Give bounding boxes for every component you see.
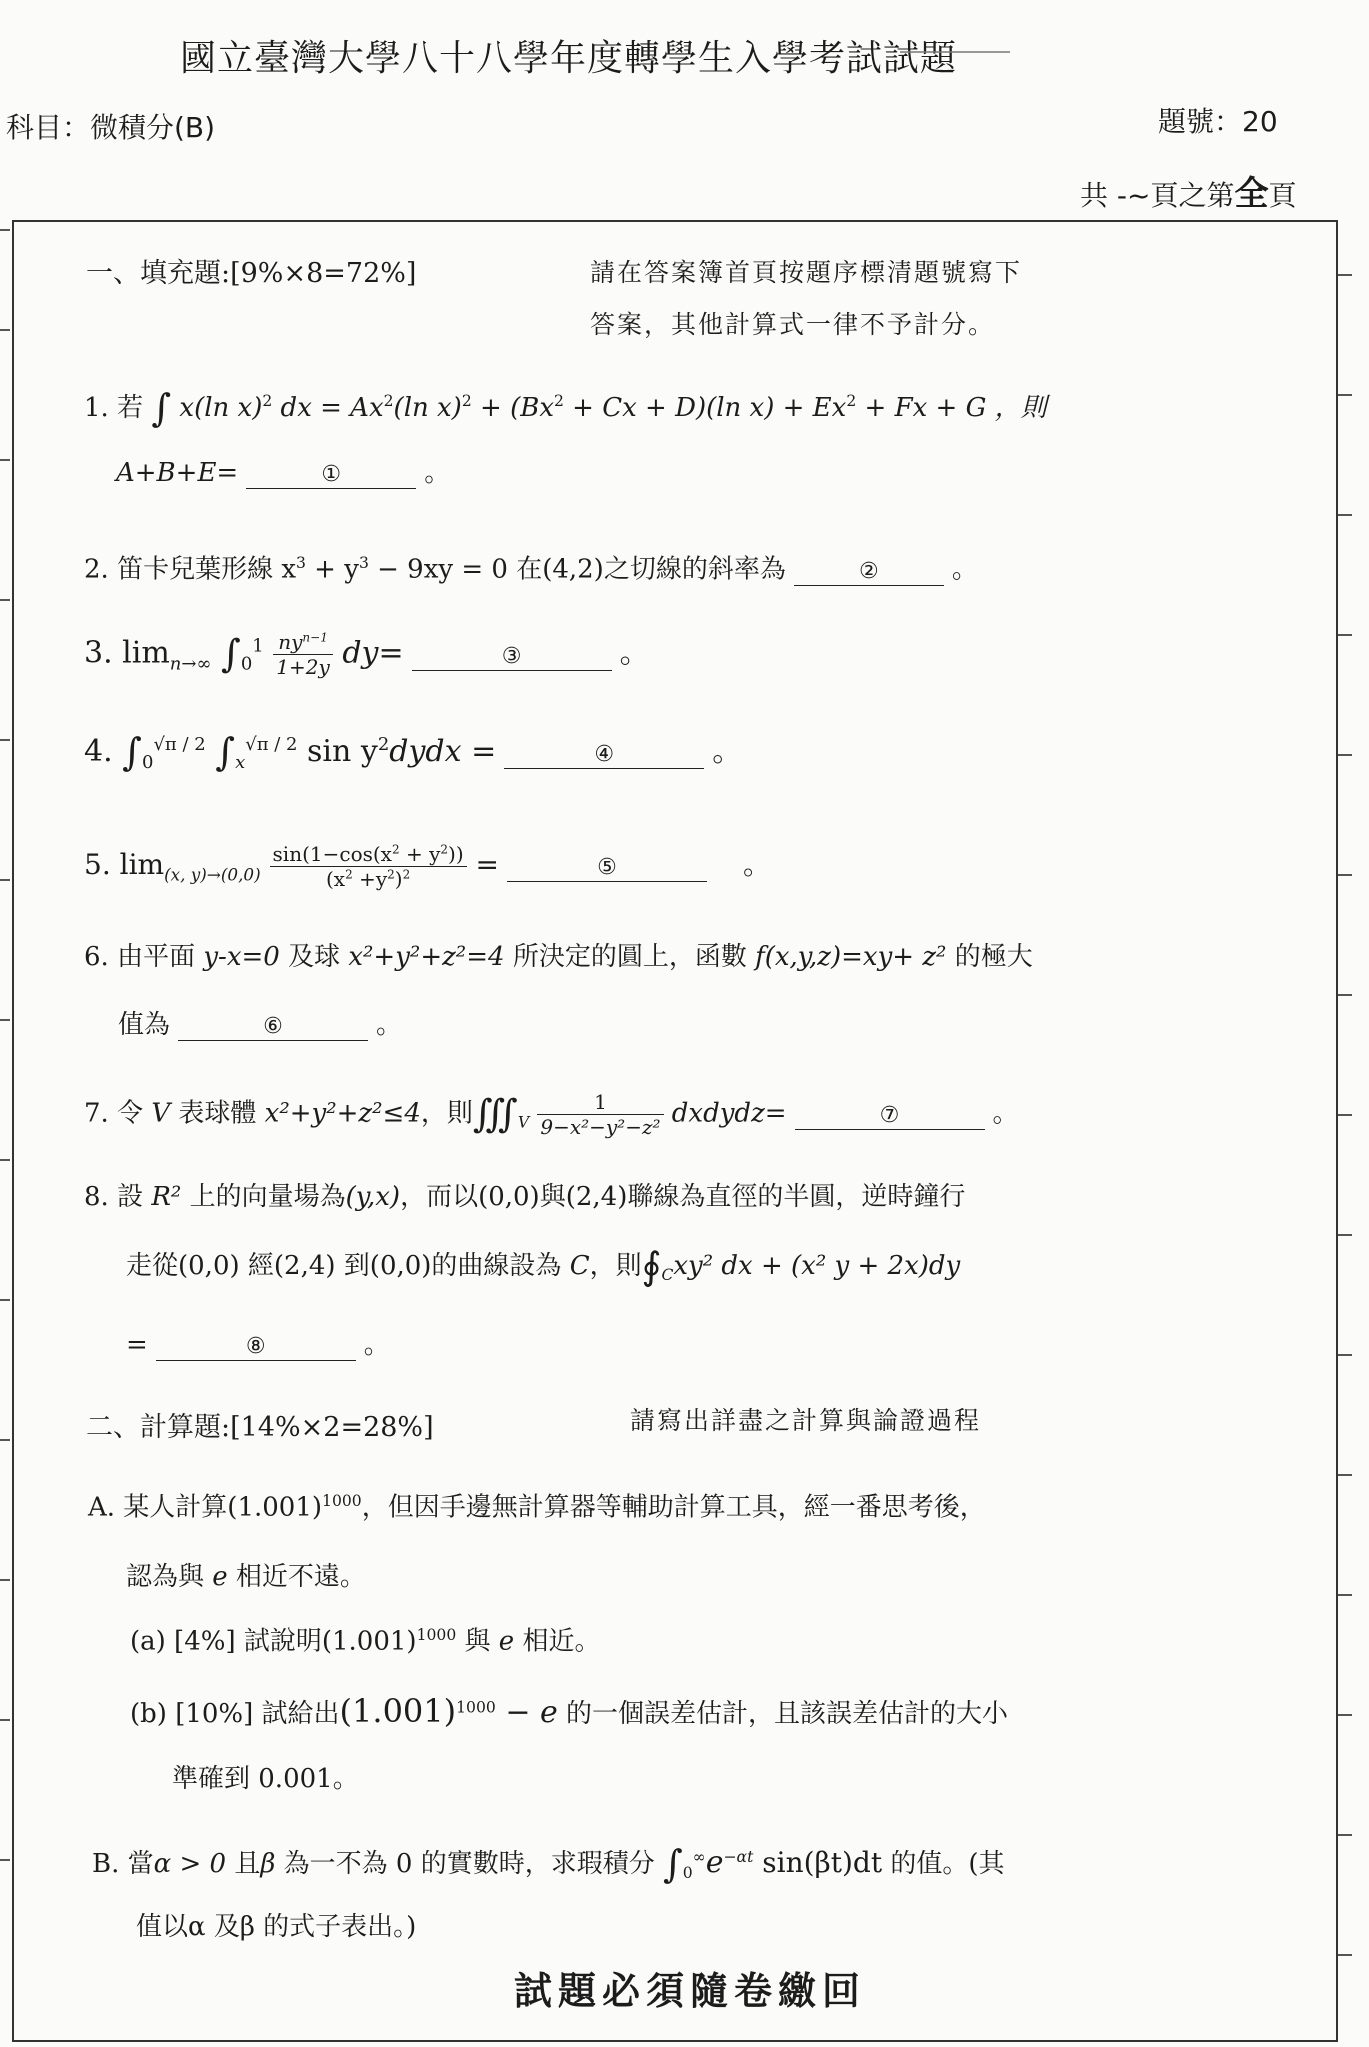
- problem-8-line3: = ⑧ 。: [126, 1330, 390, 1360]
- problem-6-line1: [84, 942, 1033, 973]
- p8-text-c: 上的向量場為: [181, 1182, 346, 1212]
- answer-blank-3: ③: [412, 644, 612, 671]
- p4-tail: sin y: [307, 733, 378, 769]
- qB-integrand-a: e: [705, 1844, 724, 1880]
- p5-lim: 5. lim: [84, 848, 165, 881]
- p1-label: 1. 若: [84, 392, 144, 423]
- question-B-line2: 值以α 及β 的式子表出。): [136, 1912, 417, 1942]
- integral-sign-icon: ∫: [215, 730, 236, 774]
- p2-text-c: − 9xy = 0 在(4,2)之切線的斜率為: [368, 554, 786, 585]
- p5-num-a: sin(1−cos(x: [272, 842, 392, 866]
- p3-lower: 0: [240, 653, 253, 675]
- question-number: 題號：20: [1158, 105, 1278, 138]
- qAb-text-c: − e: [495, 1695, 558, 1730]
- p8-contour: C: [661, 1265, 674, 1284]
- p4-lower-1: 0: [141, 751, 154, 773]
- answer-blank-5: ⑤: [507, 855, 707, 882]
- p1-term-f: + Cx + D)(ln x) + Ex: [563, 392, 847, 423]
- problem-7: 7. 令 V 表球體 x²+y²+z²≤4，則$∭_V$ $\frac{1}{\text{9−x²−y²−z²}}$ dxdydz= ⑦ 。: [84, 1090, 1019, 1139]
- page-count-suffix: 頁: [1268, 179, 1297, 212]
- problem-1-line1: 1. 若 ∫ x(ln x)$^2$ dx = $Ax^2(\ln$ $x)^2 + (Bx^2 + Cx + D)(\ln$ $x) + Ex^2 + Fx + G$ ，則: [84, 386, 1047, 430]
- p4-tail2: dydx =: [389, 733, 497, 769]
- problem-3: 3. $\lim_{n\to\infty} \int_0^1$ $\frac{ny^{n-1}}{1+2y}$ dy= ③ 。: [84, 630, 650, 679]
- qB-lower: 0: [682, 1863, 693, 1882]
- p3-denominator: 1+2y: [276, 655, 330, 679]
- question-B-line1: [92, 1842, 1005, 1888]
- qA-text-d: 相近不遠。: [227, 1562, 366, 1592]
- p5-den-c: ): [394, 867, 403, 891]
- exam-title: 國立臺灣大學八十八學年度轉學生入學考試試題: [180, 38, 958, 79]
- p8-text-a: 8. 設: [84, 1182, 152, 1212]
- p8-curve: C: [569, 1250, 590, 1281]
- qA-text-b: ，但因手邊無計算器等輔助計算工具，經一番思考後，: [361, 1492, 986, 1523]
- footer-notice: 試題必須隨卷繳回: [514, 1968, 867, 2013]
- qA-e: e: [212, 1562, 228, 1592]
- problem-4: 4. $\int_0^{√\pi / 2}$ $\int_x^{√\pi / 2}$ $\sin y^2dydx$ = ④ 。: [84, 730, 743, 774]
- p3-numerator: ny: [278, 630, 303, 654]
- p5-num-b: + y: [399, 842, 441, 866]
- p7-tail: dxdydz=: [671, 1098, 787, 1129]
- p5-fraction: $\frac{\sin(1-\cos(x^2 + y^2))}{(x^2 +y^2)^2}$: [270, 842, 467, 891]
- p7-fraction: [537, 1090, 663, 1139]
- p6-text-a: 6. 由平面: [84, 942, 204, 972]
- question-A-line1: [88, 1492, 986, 1524]
- p4-lower-2: x: [235, 751, 246, 773]
- page-count-prefix: 共 -~頁之第: [1080, 179, 1235, 212]
- qAa-text-c: 相近。: [514, 1626, 601, 1657]
- subject-label: 科目：微積分(B): [6, 111, 216, 144]
- p6-text-c: 及球: [279, 942, 349, 972]
- p3-lim-sub: n→∞: [169, 653, 212, 675]
- p8-text-e: ，而以(0,0)與(2,4)聯線為直徑的半圓，逆時鐘行: [400, 1182, 966, 1212]
- qAa-e: e: [498, 1626, 515, 1657]
- p6-answer-label: 值為: [118, 1010, 171, 1040]
- problem-8-line2: [126, 1244, 960, 1290]
- p7-text-e: ，則: [420, 1098, 473, 1129]
- p6-text-e: 所決定的圓上，函數: [504, 942, 756, 972]
- p5-num-c: )): [448, 842, 464, 866]
- p1-term-b: x(ln x): [179, 392, 263, 423]
- qAb-exp: 1000: [456, 1698, 496, 1717]
- qB-alpha: α > 0: [153, 1848, 227, 1879]
- p5-lim-sub: (x, y)→(0,0): [164, 864, 261, 885]
- qA-text-a: A. 某人計算(1.001): [88, 1492, 323, 1523]
- p8-field: (y,x): [345, 1182, 401, 1212]
- section2-heading: 二、計算題:[14%×2=28%]: [86, 1412, 434, 1443]
- p8-integrand: xy² dx + (x² y + 2x)dy: [673, 1250, 961, 1281]
- qAa-exp: 1000: [416, 1626, 457, 1644]
- question-A-part-a: [130, 1626, 600, 1658]
- qB-text-a: B. 當: [92, 1848, 154, 1879]
- question-A-part-b-line2: 準確到 0.001。: [172, 1764, 359, 1794]
- p3-numerator-exp: n−1: [302, 630, 328, 645]
- p1-term-d: (ln x): [393, 392, 462, 423]
- qA-text-c: 認為與: [126, 1562, 213, 1592]
- p6-sphere: x²+y²+z²=4: [348, 942, 505, 972]
- p7-v: V: [151, 1098, 171, 1129]
- p3-fraction: [273, 630, 333, 679]
- contour-integral-icon: ∮: [641, 1244, 662, 1288]
- p4-upper-1: √π / 2: [153, 733, 206, 755]
- answer-blank-1: ①: [246, 462, 416, 489]
- qB-text-c: 為一不為 0 的實數時，求瑕積分: [275, 1848, 655, 1879]
- answer-blank-4: ④: [504, 742, 704, 769]
- problem-2: 2. 笛卡兒葉形線 $x^3 + y^3 - 9xy = 0$ 在(4,2)之切線的斜率為 ② 。: [84, 554, 978, 585]
- p5-den-b: +y: [352, 867, 388, 891]
- integral-sign-icon: ∫: [122, 730, 142, 774]
- p3-upper: 1: [252, 635, 264, 657]
- qB-integrand-b: sin(βt)dt: [753, 1845, 883, 1879]
- qAa-text-b: 與: [456, 1626, 499, 1657]
- answer-blank-8: ⑧: [156, 1334, 356, 1361]
- p1-term-g: + Fx + G ，則: [856, 392, 1047, 423]
- problem-6-line2: 值為 ⑥ 。: [118, 1010, 403, 1040]
- p1-term-c: dx = Ax: [272, 392, 384, 423]
- qB-beta: β: [260, 1848, 276, 1879]
- p2-text-a: 2. 笛卡兒葉形線 x: [84, 554, 296, 585]
- p1-answer-label: A+B+E=: [116, 458, 239, 488]
- section1-note-line1: 請在答案簿首頁按題序標清題號寫下: [590, 258, 1023, 287]
- qB-integrand-exp: −αt: [723, 1848, 754, 1867]
- p7-ball: x²+y²+z²≤4: [264, 1098, 421, 1129]
- p8-space: R²: [151, 1182, 182, 1212]
- integral-sign-icon: ∫: [662, 1842, 683, 1886]
- answer-blank-6: ⑥: [178, 1014, 368, 1041]
- integral-sign-icon: ∫: [221, 631, 241, 676]
- p7-region: V: [517, 1113, 530, 1132]
- section2-note: 請寫出詳盡之計算與論證過程: [630, 1406, 982, 1435]
- p6-function: f(x,y,z)=xy+ z²: [755, 942, 947, 972]
- triple-integral-icon: ∭: [472, 1091, 518, 1136]
- answer-blank-7: ⑦: [795, 1103, 985, 1130]
- qAa-text-a: (a) [4%] 試說明(1.001): [130, 1626, 417, 1657]
- integral-sign-icon: ∫: [151, 386, 172, 430]
- question-A-line2: [126, 1562, 366, 1593]
- p5-tail: =: [475, 848, 500, 881]
- p6-plane: y-x=0: [203, 942, 280, 972]
- p6-text-g: 的極大: [946, 942, 1033, 972]
- p4-upper-2: √π / 2: [245, 733, 298, 755]
- qAb-text-d: 的一個誤差估計，且該誤差估計的大小: [557, 1699, 1009, 1729]
- qA-exp: 1000: [322, 1492, 362, 1510]
- section1-heading: 一、填充題:[9%×8=72%]: [86, 258, 417, 289]
- p4-label: 4.: [84, 733, 113, 769]
- qB-text-b: 且: [226, 1848, 261, 1879]
- qB-text-d: 的值。(其: [882, 1848, 1005, 1879]
- problem-5: 5. $\lim_{(x, y)\to(0,0)}$ $\frac{\sin(1-\cos(x^2 + y^2))}{(x^2 +y^2)^2}$ = ⑤ 。: [84, 842, 772, 891]
- p7-numerator: 1: [537, 1090, 663, 1115]
- section1-note-line2: 答案，其他計算式一律不予計分。: [590, 310, 996, 339]
- p5-den-a: (x: [325, 867, 346, 891]
- qAb-text-b: (1.001): [339, 1692, 457, 1730]
- question-A-part-b: [130, 1692, 1008, 1731]
- qAb-text-a: (b) [10%] 試給出: [130, 1699, 340, 1729]
- p8-text-h: ，則: [589, 1250, 642, 1281]
- p1-term-e: + (Bx: [471, 392, 554, 423]
- qB-upper: ∞: [692, 1848, 706, 1867]
- p8-equals: =: [126, 1330, 148, 1360]
- answer-blank-2: ②: [794, 559, 944, 586]
- p7-text-c: 表球體: [170, 1098, 265, 1129]
- p8-text-f: 走從(0,0) 經(2,4) 到(0,0)的曲線設為: [126, 1250, 570, 1281]
- p2-text-b: + y: [305, 554, 359, 585]
- p7-text-a: 7. 令: [84, 1098, 152, 1129]
- p3-tail: dy=: [342, 635, 404, 671]
- page-count-mark: 全: [1234, 174, 1269, 214]
- p7-denominator: 9−x²−y²−z²: [540, 1115, 661, 1139]
- p3-lim: 3. lim: [84, 635, 170, 671]
- problem-1-line2: A+B+E= ① 。: [116, 458, 451, 488]
- problem-8-line1: [84, 1182, 965, 1213]
